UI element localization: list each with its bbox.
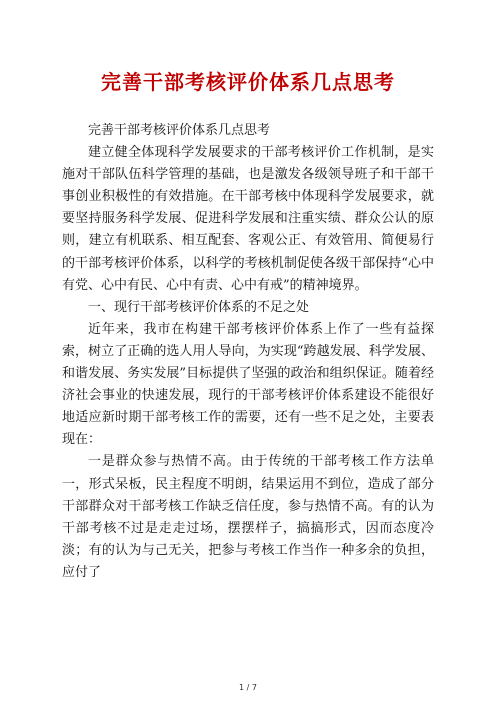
document-title: 完善干部考核评价体系几点思考 [101, 70, 395, 94]
paragraph-point-one: 一是群众参与热情不高。由于传统的干部考核工作方法单一，形式呆板，民主程度不明朗，结果运用不到位，造成了部分干部群众对干部考核工作缺乏信任度，参与热情不高。有的认为干部考核不过是走走过场，摆摆样子，搞搞形式，因而态度冷淡；有的认为与己无关，把参与考核工作当作一种多余的负担，应付了 [62, 454, 434, 580]
document-body [62, 120, 434, 584]
paragraph-intro: 建立健全体现科学发展要求的干部考核评价工作机制，是实施对干部队伍科学管理的基础，也是激发各级领导班子和干部干事创业积极性的有效措施。在干部考核中体现科学发展要求，就要坚持服务科学发展、促进科学发展和注重实绩、群众公认的原则，建立有机联系、相互配套、客观公正、有效管用、简便易行的干部考核评价体系，以科学的考核机制促使各级干部保持“心中有党、心中有民、心中有责、心中有戒”的精神境界。 [62, 145, 434, 293]
section-heading: 一、现行干部考核评价体系的不足之处 [88, 299, 310, 315]
paragraph-subtitle: 完善干部考核评价体系几点思考 [88, 123, 271, 138]
page-number: 1 / 7 [239, 683, 257, 692]
paragraph-background: 近年来，我市在构建干部考核评价体系上作了一些有益探索，树立了正确的选人用人导向，为实现“跨越发展、科学发展、和谐发展、务实发展”目标提供了坚强的政治和组织保证。随着经济社会事业的快速发展，现行的干部考核评价体系建设不能很好地适应新时期干部考核工作的需要，还有一些不足之处，主要表现在： [62, 321, 434, 448]
